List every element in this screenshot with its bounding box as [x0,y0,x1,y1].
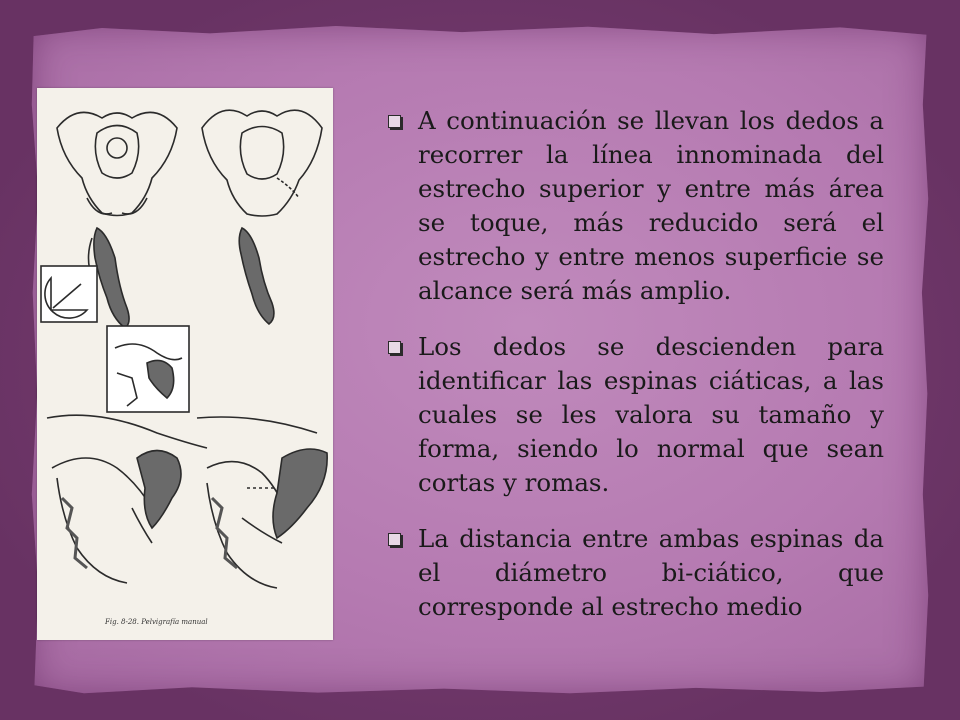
checkbox-bullet-icon [388,115,401,128]
bullet-list [384,104,884,646]
bullet-text: La distancia entre ambas espinas da el diámetro bi-ciático, que corresponde al estrecho medio [418,524,884,621]
checkbox-bullet-icon [388,533,401,546]
figure-caption: Fig. 8-28. Pelvigrafía manual [105,618,208,626]
bullet-text: A continuación se llevan los dedos a recorrer la línea innominada del estrecho superior y entre más área se toque, más reducido será el estrecho y entre menos superficie se alcance será más amplio. [418,106,884,305]
bullet-item [384,104,884,308]
pelvis-illustration-icon [37,88,333,640]
bullet-item [384,522,884,624]
checkbox-bullet-icon [388,341,401,354]
pelvimetry-figure [37,88,333,640]
bullet-item [384,330,884,500]
bullet-text: Los dedos se descienden para identificar las espinas ciáticas, a las cuales se les valora su tamaño y forma, siendo lo normal que sean cortas y romas. [418,332,884,497]
